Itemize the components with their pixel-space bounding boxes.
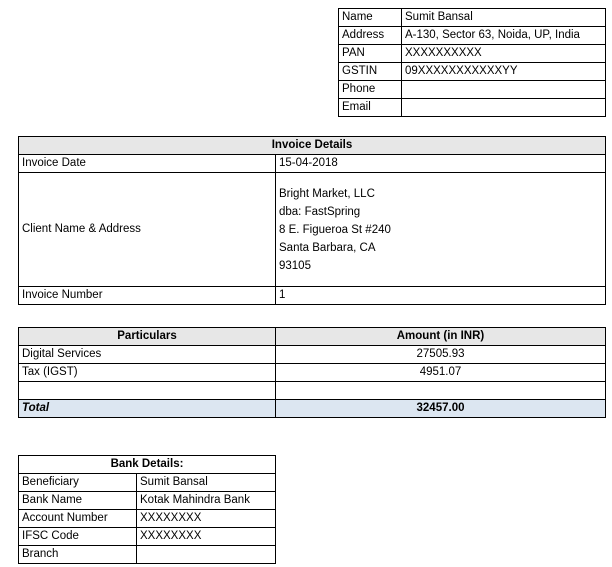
seller-pan-value: XXXXXXXXXX	[402, 45, 606, 63]
blank-row	[19, 382, 606, 400]
particulars-header-row	[19, 328, 606, 346]
table-row	[19, 346, 606, 364]
seller-address-label: Address	[339, 27, 402, 45]
seller-details-table	[338, 8, 606, 117]
branch-row	[19, 546, 276, 564]
total-label: Total	[19, 400, 276, 418]
bank-heading-row	[19, 456, 276, 474]
particular-amount: 4951.07	[276, 364, 606, 382]
client-label: Client Name & Address	[19, 173, 276, 287]
account-number-label: Account Number	[19, 510, 137, 528]
client-address-line: dba: FastSpring	[279, 205, 361, 218]
seller-name-value: Sumit Bansal	[402, 9, 606, 27]
client-address-line: 93105	[279, 259, 311, 272]
invoice-heading-row	[19, 137, 606, 155]
invoice-date-row	[19, 155, 606, 173]
bank-details-heading: Bank Details:	[19, 456, 276, 474]
seller-email-value	[402, 99, 606, 117]
invoice-number-value: 1	[276, 287, 606, 305]
client-address-line: Bright Market, LLC	[279, 187, 375, 200]
seller-email-row	[339, 99, 606, 117]
particulars-column-header: Particulars	[19, 328, 276, 346]
particular-item: Digital Services	[19, 346, 276, 364]
blank-cell	[276, 382, 606, 400]
beneficiary-label: Beneficiary	[19, 474, 137, 492]
blank-cell	[19, 382, 276, 400]
seller-phone-row	[339, 81, 606, 99]
beneficiary-value: Sumit Bansal	[137, 474, 276, 492]
invoice-details-heading: Invoice Details	[19, 137, 606, 155]
seller-gstin-value: 09XXXXXXXXXXXYY	[402, 63, 606, 81]
ifsc-value: XXXXXXXX	[137, 528, 276, 546]
beneficiary-row	[19, 474, 276, 492]
ifsc-row	[19, 528, 276, 546]
seller-address-row	[339, 27, 606, 45]
branch-value	[137, 546, 276, 564]
seller-gstin-row	[339, 63, 606, 81]
account-number-value: XXXXXXXX	[137, 510, 276, 528]
invoice-details-table	[18, 136, 606, 305]
invoice-number-label: Invoice Number	[19, 287, 276, 305]
seller-name-label: Name	[339, 9, 402, 27]
bank-name-row	[19, 492, 276, 510]
invoice-date-value: 15-04-2018	[276, 155, 606, 173]
seller-pan-label: PAN	[339, 45, 402, 63]
invoice-date-label: Invoice Date	[19, 155, 276, 173]
seller-name-row	[339, 9, 606, 27]
bank-details-table	[18, 455, 276, 564]
bank-name-label: Bank Name	[19, 492, 137, 510]
branch-label: Branch	[19, 546, 137, 564]
total-row	[19, 400, 606, 418]
particular-amount: 27505.93	[276, 346, 606, 364]
bank-name-value: Kotak Mahindra Bank	[137, 492, 276, 510]
table-row	[19, 364, 606, 382]
client-address-line: 8 E. Figueroa St #240	[279, 223, 391, 236]
seller-phone-value	[402, 81, 606, 99]
client-address-line: Santa Barbara, CA	[279, 241, 376, 254]
seller-email-label: Email	[339, 99, 402, 117]
seller-gstin-label: GSTIN	[339, 63, 402, 81]
seller-address-value: A-130, Sector 63, Noida, UP, India	[402, 27, 606, 45]
ifsc-label: IFSC Code	[19, 528, 137, 546]
invoice-number-row	[19, 287, 606, 305]
particular-item: Tax (IGST)	[19, 364, 276, 382]
seller-pan-row	[339, 45, 606, 63]
account-number-row	[19, 510, 276, 528]
amount-column-header: Amount (in INR)	[276, 328, 606, 346]
seller-phone-label: Phone	[339, 81, 402, 99]
client-address	[276, 173, 606, 287]
particulars-table	[18, 327, 606, 418]
total-value: 32457.00	[276, 400, 606, 418]
client-row	[19, 173, 606, 287]
